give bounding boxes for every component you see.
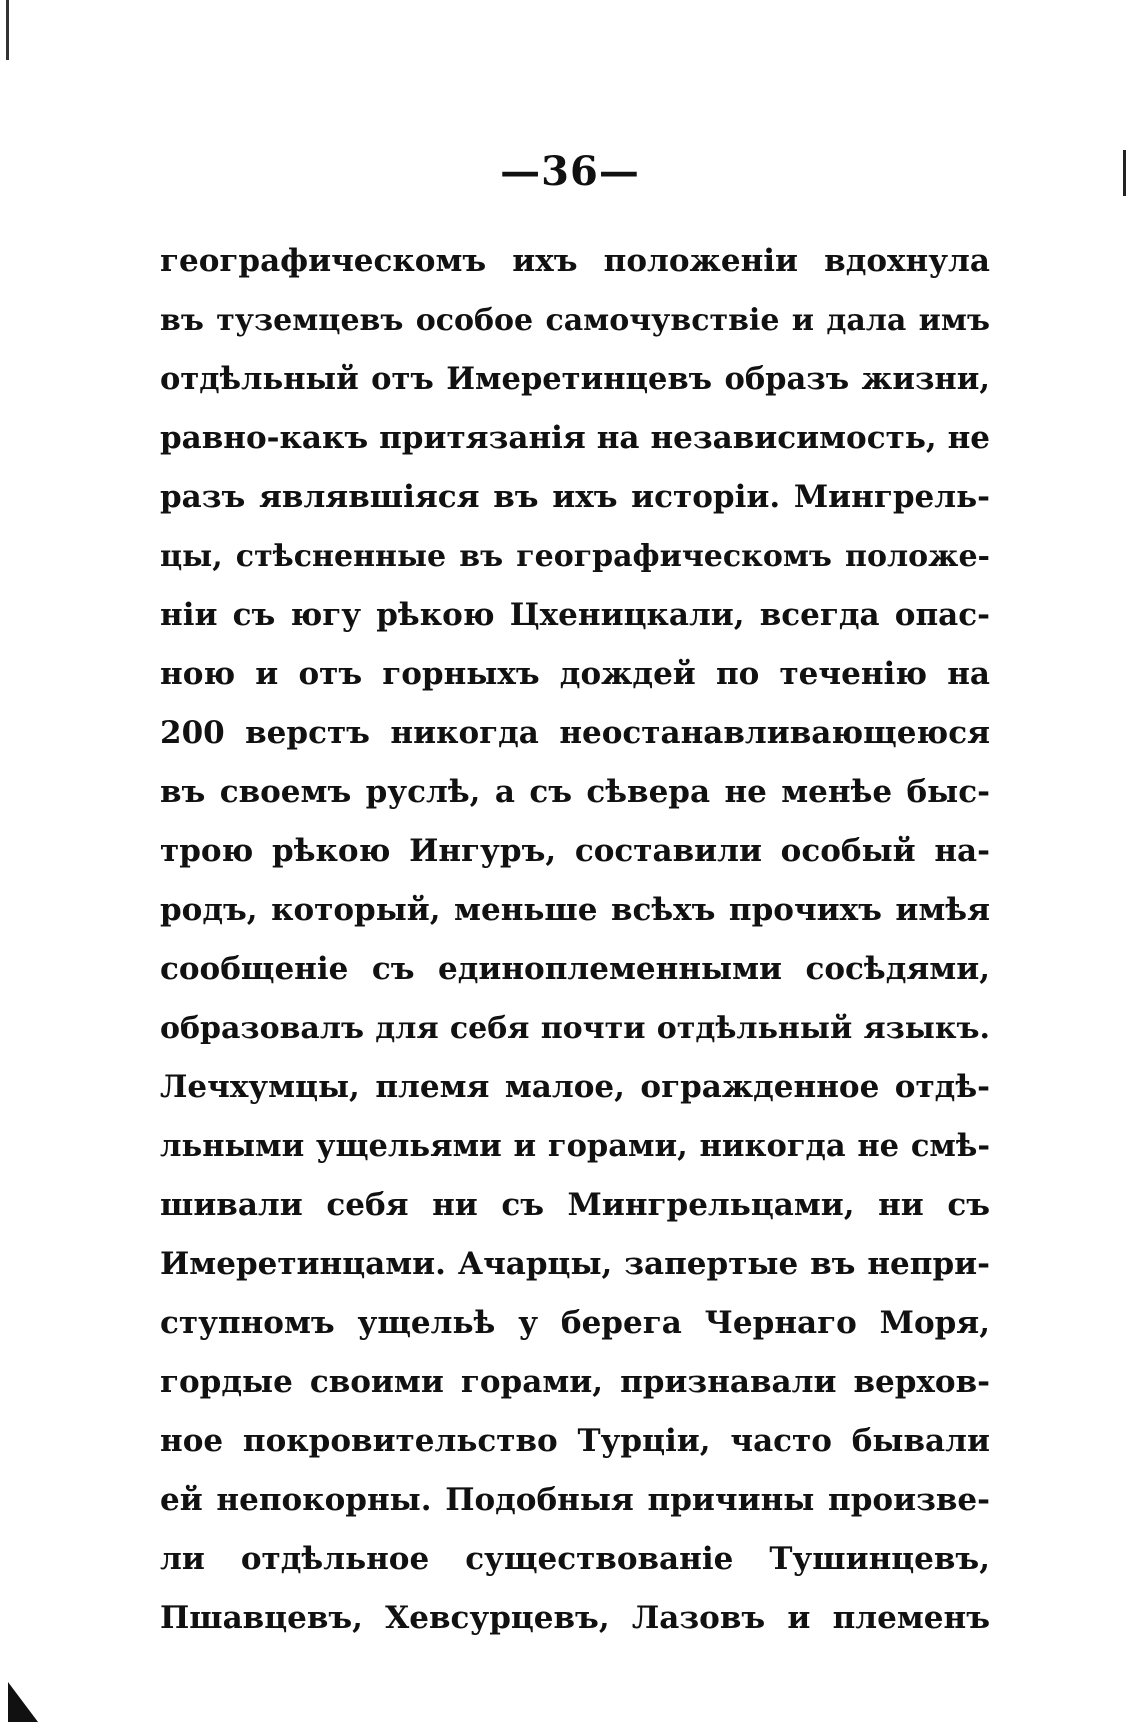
text-line: ли отдѣльное существованiе Тушинцевъ,	[160, 1541, 990, 1577]
text-line: разъ являвшiяся въ ихъ исторiи. Мингрель-	[160, 479, 990, 515]
text-line: ей непокорны. Подобныя причины произве-	[160, 1482, 990, 1518]
text-line: цы, стѣсненные въ географическомъ положе-	[160, 539, 990, 574]
text-line: ное покровительство Турцiи, часто бывали	[160, 1423, 990, 1459]
text-line: отдѣльный отъ Имеретинцевъ образъ жизни,	[160, 361, 990, 397]
text-line: образовалъ для себя почти отдѣльный языкъ.	[160, 1011, 990, 1046]
text-line: Имеретинцами. Ачарцы, запертые въ непри-	[160, 1246, 990, 1282]
scan-corner-mark	[8, 1682, 38, 1722]
text-line: 200 верстъ никогда неостанавливающеюся	[160, 715, 990, 751]
page-number: —36—	[500, 148, 640, 195]
text-line: Пшавцевъ, Хевсурцевъ, Лазовъ и племенъ	[160, 1600, 990, 1636]
text-line: сообщенiе съ единоплеменными сосѣдями,	[160, 951, 990, 987]
text-line: равно-какъ притязанiя на независимость, не	[160, 420, 990, 456]
text-line: въ своемъ руслѣ, а съ сѣвера не менѣе быс-	[160, 774, 990, 810]
text-line: географическомъ ихъ положенiи вдохнула	[160, 243, 990, 279]
text-line: гордые своими горами, признавали верхов-	[160, 1364, 990, 1400]
text-line: родъ, который, меньше всѣхъ прочихъ имѣя	[160, 892, 990, 928]
text-line: Лечхумцы, племя малое, огражденное отдѣ-	[160, 1069, 990, 1105]
body-text	[160, 232, 990, 1648]
scan-edge-mark	[6, 0, 9, 60]
text-line: льными ущельями и горами, никогда не смѣ-	[160, 1128, 990, 1164]
text-line: въ туземцевъ особое самочувствiе и дала имъ	[160, 303, 990, 338]
text-line: шивали себя ни съ Мингрельцами, ни съ	[160, 1187, 990, 1223]
text-line: ною и отъ горныхъ дождей по теченiю на	[160, 656, 990, 692]
text-line: трою рѣкою Ингуръ, составили особый на-	[160, 833, 990, 869]
text-line: нiи съ югу рѣкою Цхеницкали, всегда опас-	[160, 597, 990, 633]
text-line: ступномъ ущельѣ у берега Чернаго Моря,	[160, 1305, 990, 1341]
